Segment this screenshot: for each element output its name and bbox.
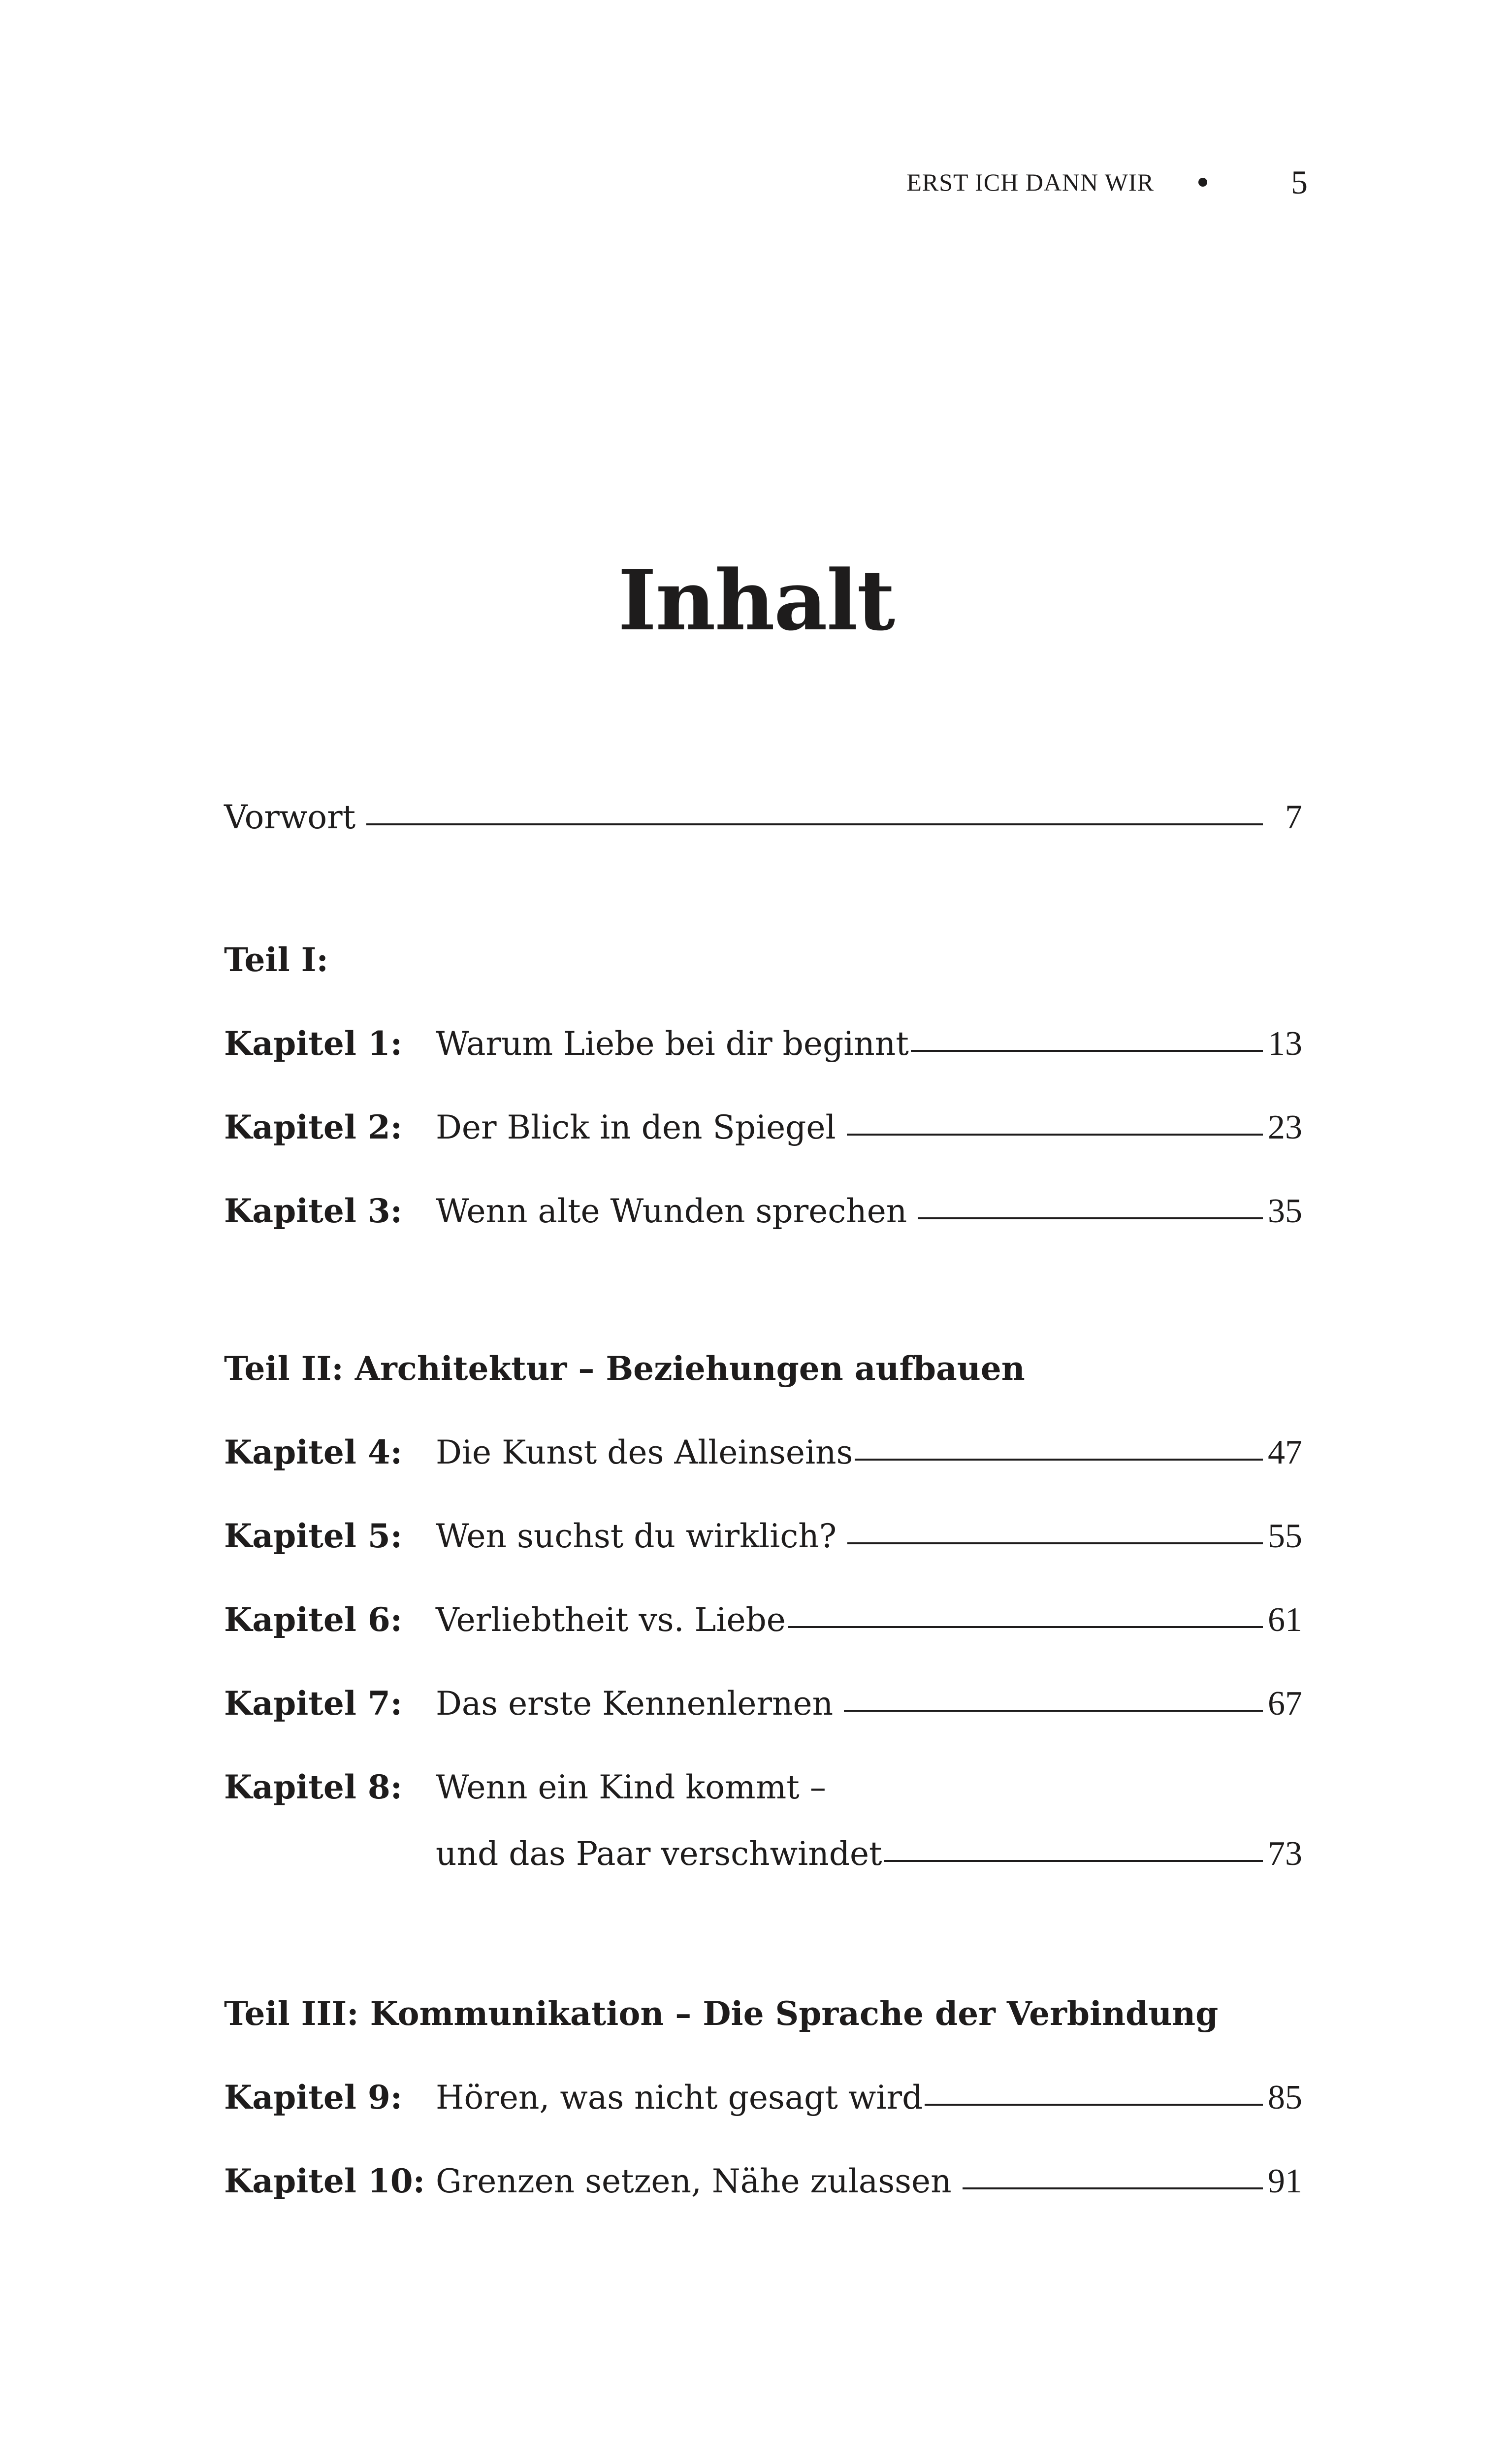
toc-entry-page: 23: [1268, 1108, 1302, 1146]
page-number: 5: [1291, 163, 1308, 201]
toc-entry-title-line1: Wenn ein Kind kommt –: [436, 1768, 826, 1806]
dot-leader: [925, 2104, 1263, 2106]
toc-entry-kapitel-6[interactable]: [224, 1600, 1302, 1640]
toc-entry-page: 67: [1268, 1685, 1302, 1723]
toc-entry-page: 47: [1268, 1433, 1302, 1471]
toc-entry-kapitel-9[interactable]: [224, 2078, 1302, 2117]
chapter-label: Kapitel 1:: [224, 1024, 403, 1063]
toc-entry-kapitel-2[interactable]: [224, 1108, 1302, 1147]
toc-entry-kapitel-5[interactable]: [224, 1517, 1302, 1556]
toc-entry-vorwort[interactable]: [224, 798, 1302, 837]
dot-leader: [847, 1542, 1263, 1544]
chapter-label: Kapitel 9:: [224, 2078, 403, 2117]
chapter-label: Kapitel 8:: [224, 1768, 403, 1806]
chapter-label: Kapitel 6:: [224, 1600, 403, 1639]
bullet-separator: [1198, 178, 1207, 187]
toc-entry-title: Grenzen setzen, Nähe zulassen: [436, 2162, 952, 2200]
part-heading: Teil III: Kommunikation – Die Sprache der Verbindung: [224, 1994, 1219, 2033]
toc-entry-title-line2: und das Paar verschwindet: [436, 1835, 882, 1873]
toc-entry-page: 13: [1268, 1025, 1302, 1063]
dot-leader: [847, 1134, 1263, 1136]
toc-entry-title: Der Blick in den Spiegel: [436, 1108, 836, 1146]
dot-leader: [844, 1710, 1263, 1712]
running-title: ERST ICH DANN WIR: [906, 168, 1154, 196]
chapter-label: Kapitel 10:: [224, 2162, 425, 2200]
toc-entry-page: 91: [1268, 2162, 1302, 2200]
chapter-label: Kapitel 3:: [224, 1192, 403, 1230]
toc-entry-title: Verliebtheit vs. Liebe: [436, 1601, 786, 1639]
toc-entry-title: Warum Liebe bei dir beginnt: [436, 1025, 909, 1063]
dot-leader: [918, 1217, 1263, 1219]
toc-entry-title: Wenn alte Wunden sprechen: [436, 1192, 907, 1230]
toc-entry-kapitel-1[interactable]: [224, 1024, 1302, 1064]
dot-leader: [855, 1459, 1263, 1461]
toc-entry-page: 55: [1268, 1517, 1302, 1555]
page-title: Inhalt: [617, 552, 895, 649]
running-header: [906, 163, 1308, 202]
chapter-label: Kapitel 4:: [224, 1433, 403, 1471]
toc-entry-title: Vorwort: [224, 798, 356, 836]
toc-entry-title: Die Kunst des Alleinseins: [436, 1433, 853, 1471]
toc-entry-kapitel-3[interactable]: [224, 1192, 1302, 1231]
toc-entry-page: 73: [1268, 1835, 1302, 1873]
toc-entry-kapitel-8[interactable]: [224, 1768, 1302, 1806]
dot-leader: [963, 2187, 1263, 2189]
toc-entry-page: 35: [1268, 1192, 1302, 1230]
toc-entry-page: 61: [1268, 1601, 1302, 1639]
part-heading: Teil II: Architektur – Beziehungen aufbauen: [224, 1349, 1025, 1388]
toc-entry-kapitel-4[interactable]: [224, 1433, 1302, 1472]
dot-leader: [788, 1626, 1263, 1628]
toc-entry-kapitel-10[interactable]: [224, 2162, 1302, 2201]
chapter-label: Kapitel 2:: [224, 1108, 403, 1146]
part-heading: Teil I:: [224, 941, 328, 979]
toc-entry-title: Wen suchst du wirklich?: [436, 1517, 837, 1555]
chapter-label: Kapitel 5:: [224, 1517, 403, 1555]
dot-leader: [884, 1860, 1263, 1862]
toc-entry-kapitel-8-continued[interactable]: [224, 1834, 1302, 1874]
dot-leader: [911, 1050, 1263, 1052]
toc-entry-title: Das erste Kennenlernen: [436, 1685, 834, 1723]
toc-entry-title: Hören, was nicht gesagt wird: [436, 2079, 923, 2117]
chapter-label: Kapitel 7:: [224, 1684, 403, 1723]
toc-entry-page: 7: [1285, 798, 1302, 836]
toc-entry-kapitel-7[interactable]: [224, 1684, 1302, 1724]
toc-entry-page: 85: [1268, 2079, 1302, 2117]
dot-leader: [366, 823, 1263, 825]
